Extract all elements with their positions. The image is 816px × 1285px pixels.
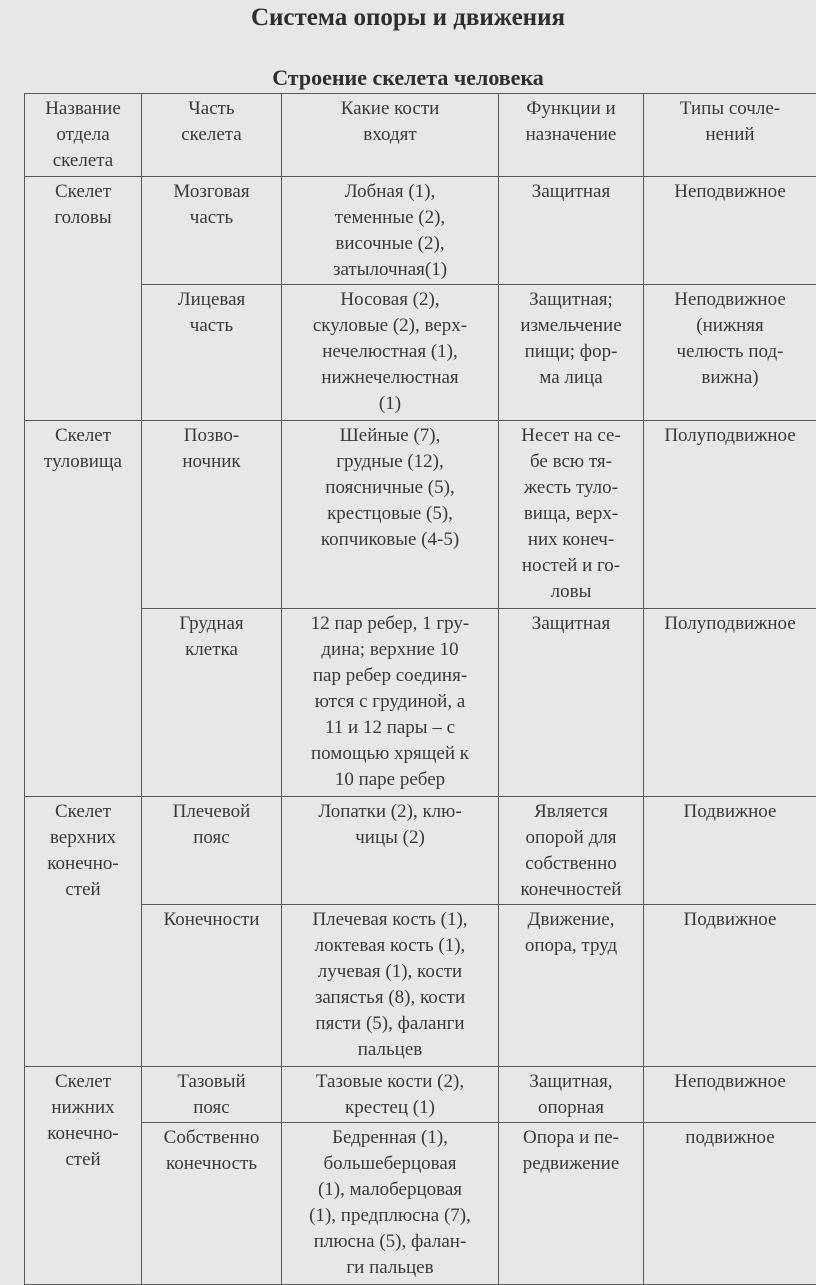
part-cell: Конечности [142, 905, 282, 1067]
joints-cell: подвижное [644, 1123, 816, 1285]
function-cell: Несет на се- бе всю тя- жесть туло- вища, верх- них конеч- ностей и го- ловы [499, 421, 644, 609]
joints-cell: Неподвижное (нижняя челюсть под- вижна) [644, 285, 816, 421]
skeleton-table [24, 93, 816, 1285]
bones-cell: Лопатки (2), клю- чицы (2) [282, 797, 499, 905]
function-cell: Защитная [499, 177, 644, 285]
table-row [25, 1123, 816, 1285]
table-row [25, 1067, 816, 1123]
joints-cell: Полуподвижное [644, 421, 816, 609]
header-section-name: Название отдела скелета [25, 94, 142, 177]
bones-cell: Шейные (7), грудные (12), поясничные (5), крестцовые (5), копчиковые (4-5) [282, 421, 499, 609]
function-cell: Защитная, опорная [499, 1067, 644, 1123]
table-row [25, 285, 816, 421]
header-bones: Какие кости входят [282, 94, 499, 177]
joints-cell: Неподвижное [644, 1067, 816, 1123]
joints-cell: Неподвижное [644, 177, 816, 285]
table-row [25, 421, 816, 609]
bones-cell: Носовая (2), скуловые (2), верх- нечелюстная (1), нижнечелюстная (1) [282, 285, 499, 421]
table-row [25, 797, 816, 905]
part-cell: Тазовый пояс [142, 1067, 282, 1123]
bones-cell: Бедренная (1), большеберцовая (1), малоберцовая (1), предплюсна (7), плюсна (5), фалан- ги пальцев [282, 1123, 499, 1285]
section-name: Скелет верхних конечно- стей [25, 797, 142, 1067]
section-name: Скелет головы [25, 177, 142, 421]
function-cell: Защитная [499, 609, 644, 797]
function-cell: Движение, опора, труд [499, 905, 644, 1067]
part-cell: Мозговая часть [142, 177, 282, 285]
function-cell: Является опорой для собственно конечностей [499, 797, 644, 905]
function-cell: Защитная; измельчение пищи; фор- ма лица [499, 285, 644, 421]
header-function: Функции и назначение [499, 94, 644, 177]
bones-cell: Плечевая кость (1), локтевая кость (1), лучевая (1), кости запястья (8), кости пясти (5), фаланги пальцев [282, 905, 499, 1067]
table-row [25, 905, 816, 1067]
joints-cell: Подвижное [644, 797, 816, 905]
joints-cell: Полуподвижное [644, 609, 816, 797]
table-title: Строение скелета человека [0, 65, 816, 91]
bones-cell: Лобная (1), теменные (2), височные (2), затылочная(1) [282, 177, 499, 285]
part-cell: Плечевой пояс [142, 797, 282, 905]
part-cell: Собственно конечность [142, 1123, 282, 1285]
header-part: Часть скелета [142, 94, 282, 177]
section-name: Скелет туловища [25, 421, 142, 797]
part-cell: Позво- ночник [142, 421, 282, 609]
joints-cell: Подвижное [644, 905, 816, 1067]
header-row [25, 94, 816, 177]
section-name: Скелет нижних конечно- стей [25, 1067, 142, 1285]
part-cell: Лицевая часть [142, 285, 282, 421]
document-title: Система опоры и движения [0, 4, 816, 32]
bones-cell: Тазовые кости (2), крестец (1) [282, 1067, 499, 1123]
function-cell: Опора и пе- редвижение [499, 1123, 644, 1285]
part-cell: Грудная клетка [142, 609, 282, 797]
bones-cell: 12 пар ребер, 1 гру- дина; верхние 10 пар ребер соединя- ются с грудиной, а 11 и 12 пары – с помощью хрящей к 10 паре ребер [282, 609, 499, 797]
table-row [25, 177, 816, 285]
header-joints: Типы сочле- нений [644, 94, 816, 177]
table-row [25, 609, 816, 797]
